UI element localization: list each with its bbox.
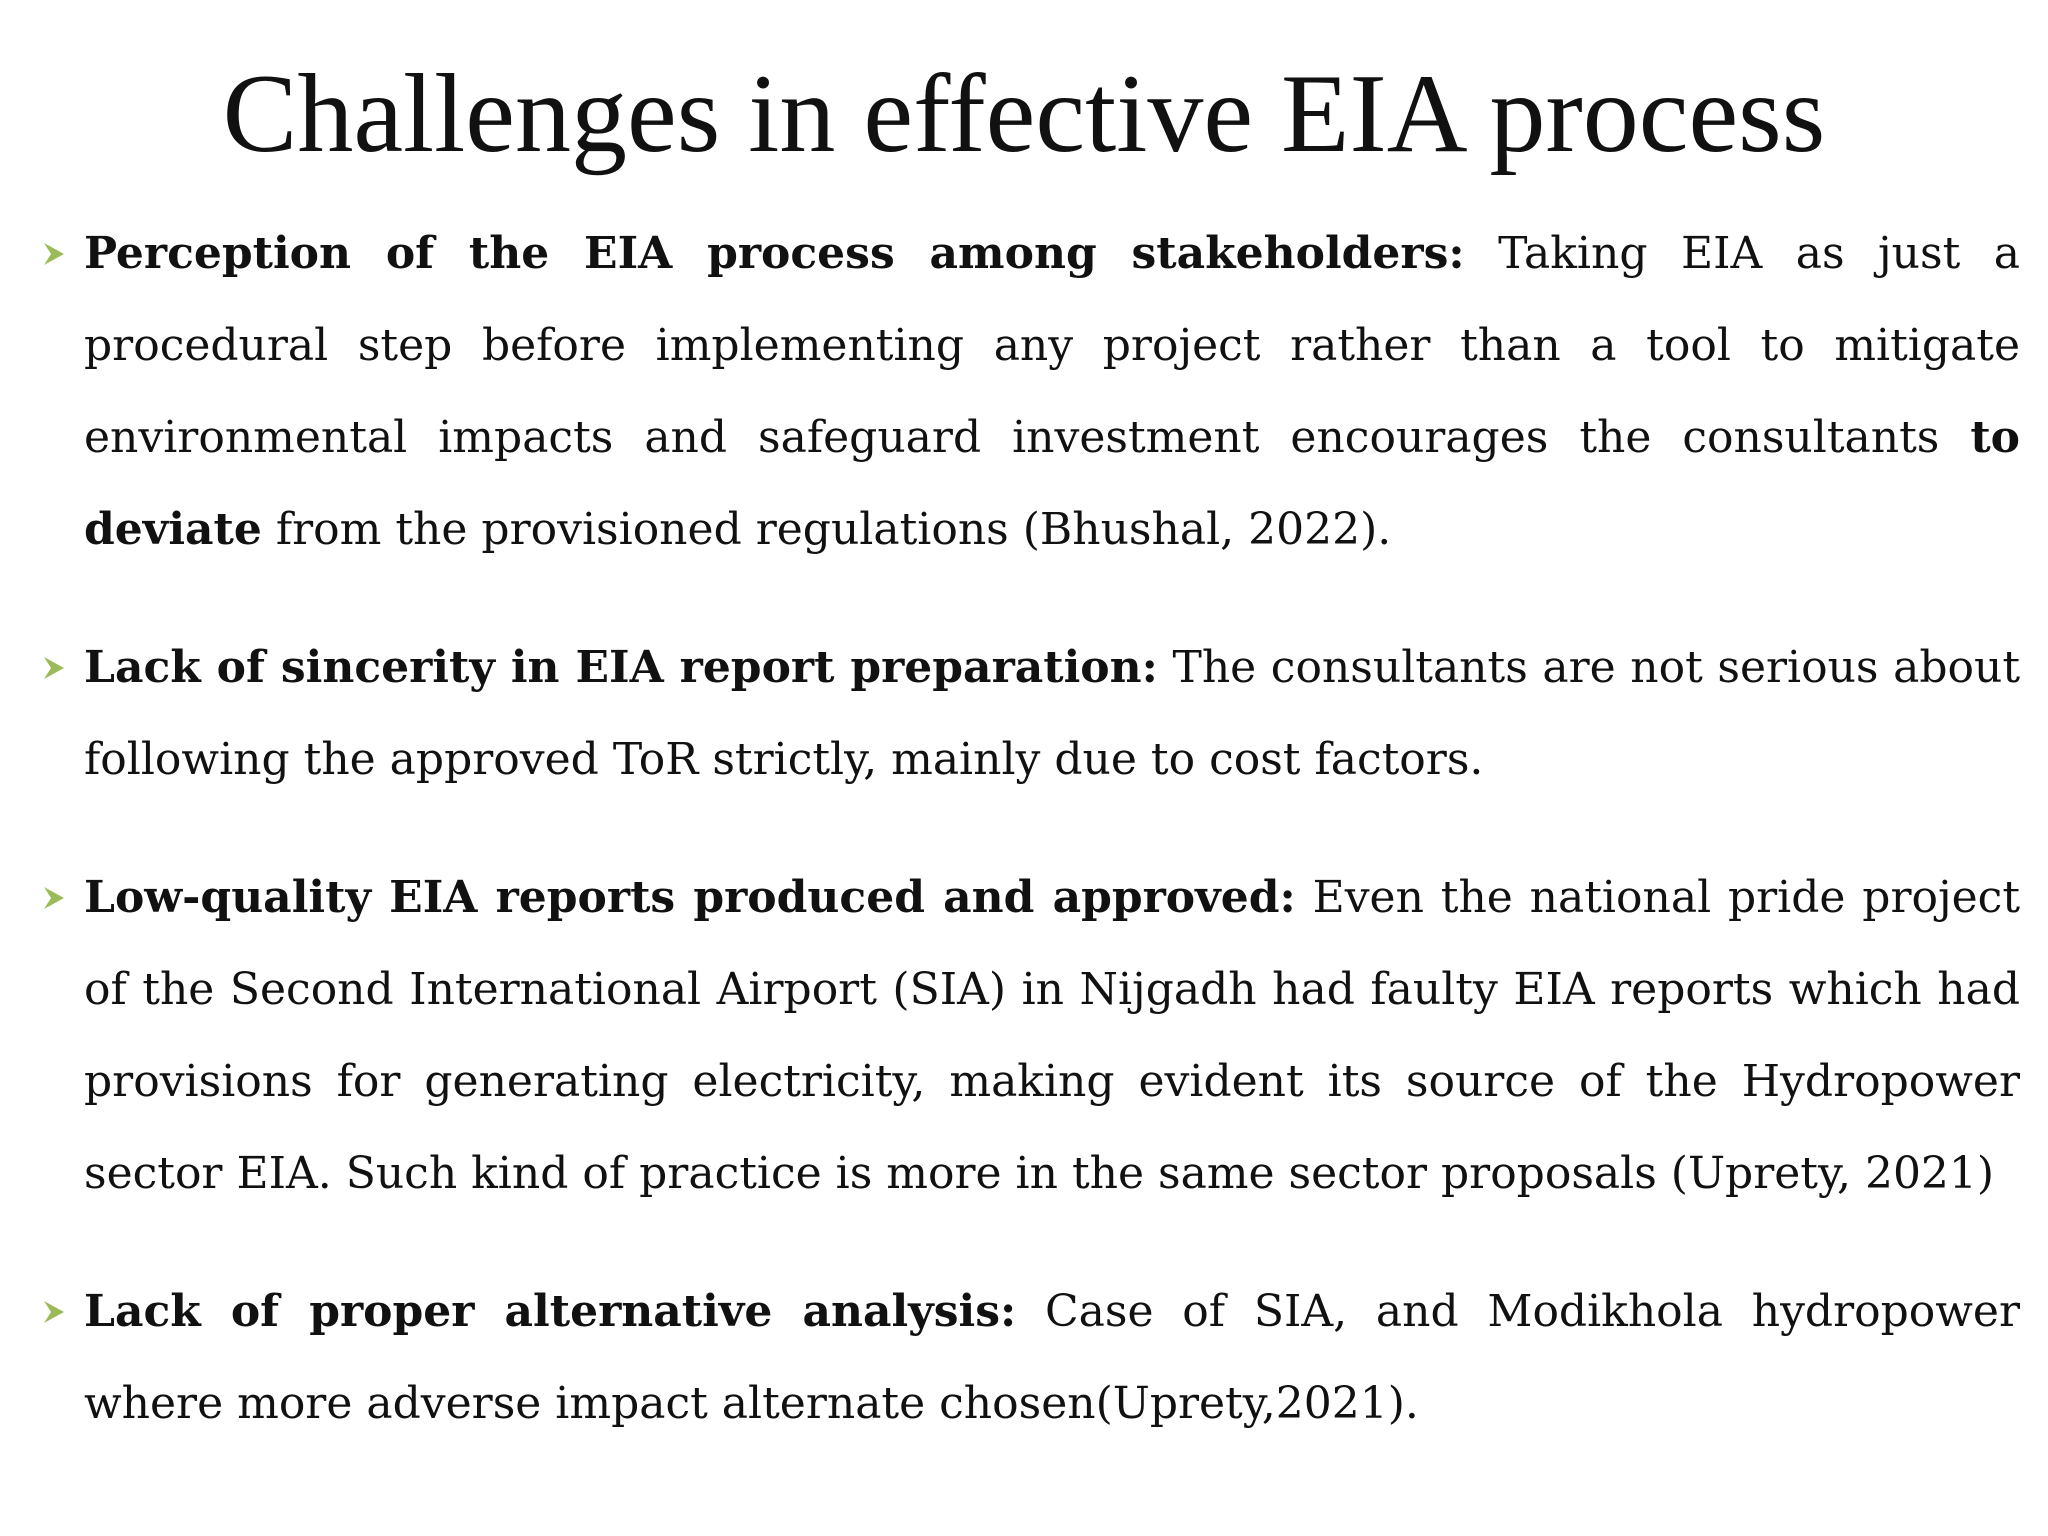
- bullet-text: Taking EIA as just a procedural step before implementing any project rather than a tool to mitigate environmental impacts and safeguard investment encourages the consultants: [84, 228, 2020, 463]
- bullet-low-quality: [42, 852, 2020, 1220]
- bullet-sincerity: [42, 622, 2020, 806]
- bullet-lead: Lack of proper alternative analysis:: [84, 1286, 1017, 1337]
- arrow-bullet-icon: [42, 1296, 66, 1328]
- bullet-list: [42, 208, 2020, 1450]
- arrow-bullet-glyph: [42, 1296, 66, 1328]
- bullet-lead: Perception of the EIA process among stakeholders:: [84, 228, 1465, 279]
- bullet-perception: [42, 208, 2020, 576]
- bullet-emphasis: to deviate: [84, 412, 2020, 555]
- arrow-bullet-icon: [42, 238, 66, 270]
- arrow-bullet-icon: [42, 652, 66, 684]
- bullet-lead: Low-quality EIA reports produced and approved:: [84, 872, 1296, 923]
- bullet-text: Even the national pride project of the Second International Airport (SIA) in Nijgadh had faulty EIA reports which had provisions for generating electricity, making evident its source of the Hydropower sector EIA. Such kind of practice is more in the same sector proposals (Uprety, 2021): [84, 872, 2020, 1199]
- arrow-bullet-glyph: [42, 882, 66, 914]
- bullet-lead: Lack of sincerity in EIA report preparation:: [84, 642, 1158, 693]
- bullet-text-end: from the provisioned regulations (Bhushal, 2022).: [261, 504, 1392, 555]
- arrow-bullet-glyph: [42, 652, 66, 684]
- bullet-alternative: [42, 1266, 2020, 1450]
- bullet-text: Case of SIA, and Modikhola hydropower where more adverse impact alternate chosen(Uprety,2021).: [84, 1286, 2021, 1429]
- arrow-bullet-icon: [42, 882, 66, 914]
- arrow-bullet-glyph: [42, 238, 66, 270]
- slide-title: Challenges in effective EIA process: [222, 52, 1826, 176]
- bullet-text: The consultants are not serious about following the approved ToR strictly, mainly due to cost factors.: [84, 642, 2020, 785]
